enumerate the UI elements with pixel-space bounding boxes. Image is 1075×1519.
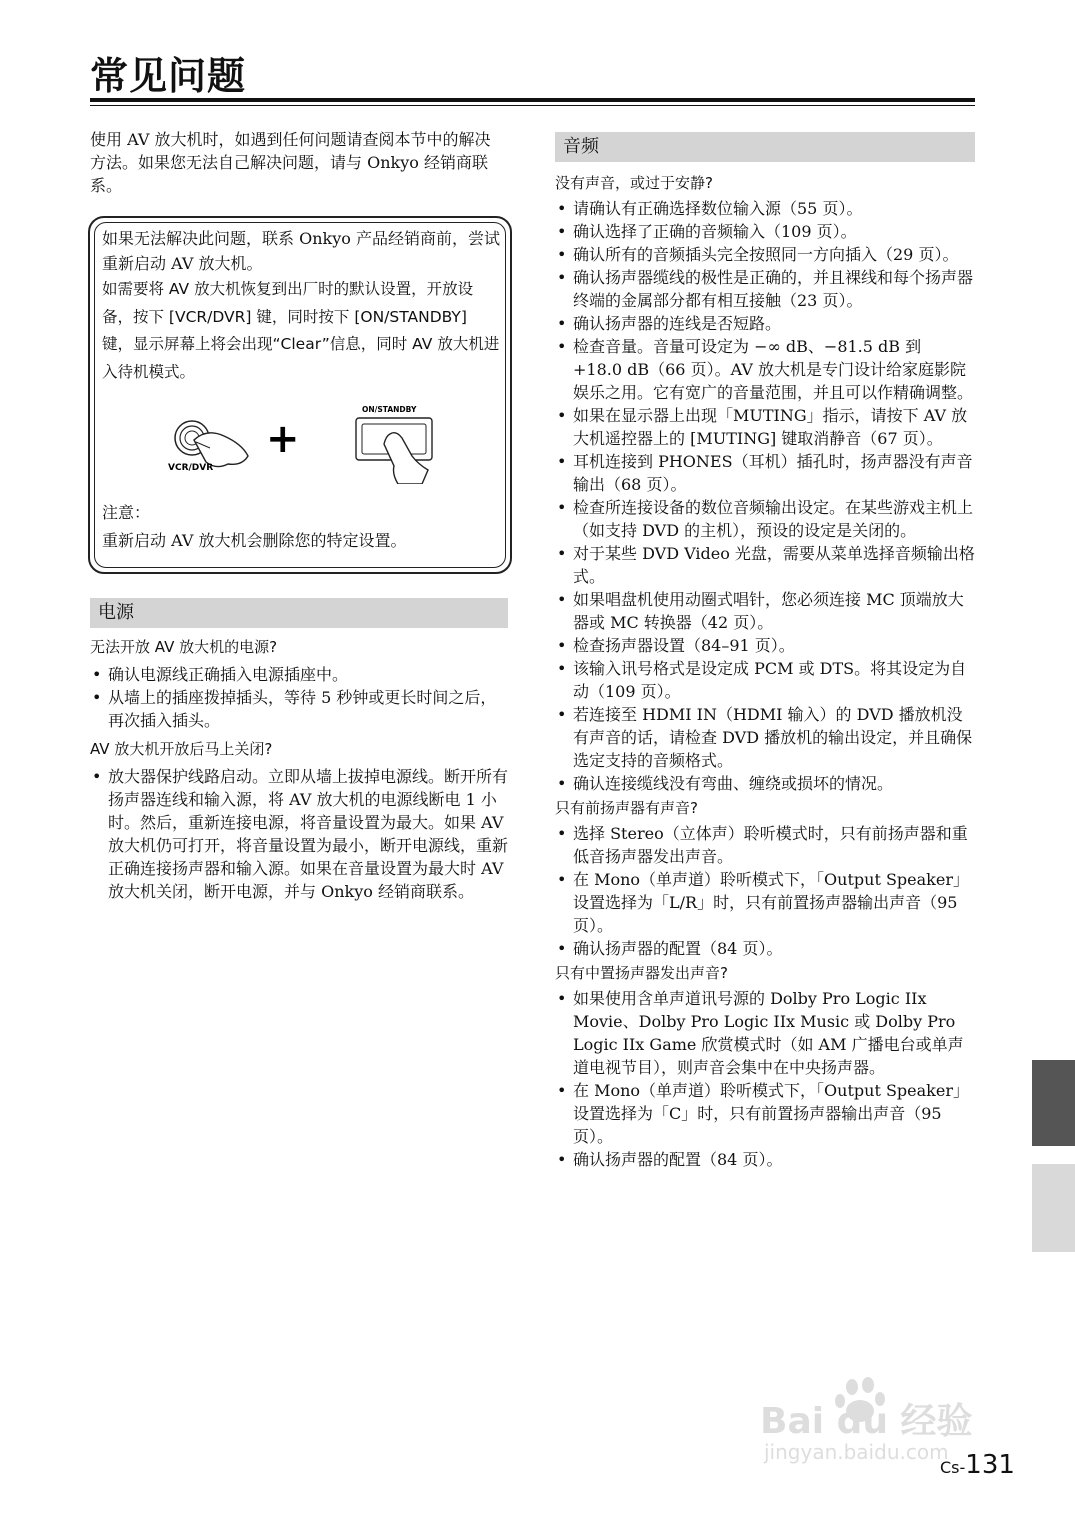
list-item: • 请确认有正确选择数位输入源（55 页）。 [555, 197, 975, 220]
audio-question-3: 只有中置扬声器发出声音? [555, 964, 728, 982]
notice-box [88, 216, 512, 574]
left-column [90, 128, 510, 197]
audio-section [555, 172, 975, 1171]
power-question-2: AV 放大机开放后马上关闭? [90, 740, 273, 758]
list-item: • 如果在显示器上出现「MUTING」指示，请按下 AV 放大机遥控器上的 [MUTING] 键取消静音（67 页）。 [555, 404, 975, 450]
audio-q1-list [555, 197, 975, 795]
notice-reset-instructions: 如需要将 AV 放大机恢复到出厂时的默认设置，开放设备，按下 [VCR/DVR] 键，同时按下 [ON/STANDBY] 键，显示屏幕上将会出现“Clear”信息，同时 AV 放大机进入待机模式。 [102, 280, 500, 381]
power-q1-list [90, 663, 508, 732]
list-item: • 耳机连接到 PHONES（耳机）插孔时，扬声器没有声音输出（68 页）。 [555, 450, 975, 496]
watermark-brand: Bai du 经验 [760, 1401, 973, 1442]
intro-text: 使用 AV 放大机时，如遇到任何问题请查阅本节中的解决方法。如果您无法自己解决问题，请与 Onkyo 经销商联系。 [90, 130, 491, 195]
watermark-url: jingyan.baidu.com [764, 1440, 949, 1464]
plus-sign: + [266, 416, 300, 462]
list-item: • 在 Mono（单声道）聆听模式下，「Output Speaker」设置选择为「L/R」时，只有前置扬声器输出声音（95 页）。 [555, 868, 975, 937]
power-question-1: 无法开放 AV 放大机的电源? [90, 638, 278, 656]
list-item: • 若连接至 HDMI IN（HDMI 输入）的 DVD 播放机没有声音的话，请检查 DVD 播放机的输出设定，并且确保选定支持的音频格式。 [555, 703, 975, 772]
list-item: • 确认扬声器的连线是否短路。 [555, 312, 975, 335]
list-item: • 确认扬声器的配置（84 页）。 [555, 1148, 975, 1171]
list-item: • 确认扬声器的配置（84 页）。 [555, 937, 975, 960]
list-item: • 放大器保护线路启动。立即从墙上拔掉电源线。断开所有扬声器连线和输入源，将 AV 放大机的电源线断电 1 小时。然后，重新连接电源，将音量设置为最大。如果 AV 放大机仍可打开，将音量设置为最小，断开电源线，重新正确连接扬声器和输入源。如果在音量设置为最大时 AV 放大机关闭，断开电源，并与 Onkyo 经销商联系。 [90, 765, 508, 903]
page-number-value: 131 [965, 1450, 1015, 1480]
on-standby-button-icon [356, 418, 432, 484]
list-item: • 如果使用含单声道讯号源的 Dolby Pro Logic IIx Movie、Dolby Pro Logic IIx Music 或 Dolby Pro Logic IIx Game 欣赏模式时（如 AM 广播电台或单声道电视节目），则声音会集中在中央扬声器。 [555, 987, 975, 1079]
chapter-tab-active [1032, 1060, 1075, 1146]
audio-q2-list [555, 822, 975, 960]
page-title: 常见问题 [90, 54, 247, 98]
power-section [90, 636, 508, 903]
page-prefix: Cs- [940, 1458, 966, 1477]
list-item: • 该输入讯号格式是设定成 PCM 或 DTS。将其设定为自动（109 页）。 [555, 657, 975, 703]
list-item: • 确认所有的音频插头完全按照同一方向插入（29 页）。 [555, 243, 975, 266]
note-label: 注意： [102, 503, 151, 522]
list-item: • 检查音量。音量可设定为 −∞ dB、−81.5 dB 到 +18.0 dB（66 页）。AV 放大机是专门设计给家庭影院娱乐之用。它有宽广的音量范围，并且可以作精确调整。 [555, 335, 975, 404]
note-text: 重新启动 AV 放大机会删除您的特定设置。 [102, 531, 407, 550]
on-standby-label: ON/STANDBY [362, 405, 417, 414]
audio-question-2: 只有前扬声器有声音? [555, 799, 698, 817]
notice-box-text [102, 226, 500, 386]
list-item: • 对于某些 DVD Video 光盘，需要从菜单选择音频输出格式。 [555, 542, 975, 588]
page-number [940, 1450, 1015, 1480]
power-section-header: 电源 [90, 598, 508, 628]
title-rule-thick [90, 98, 975, 102]
list-item: • 确认连接缆线没有弯曲、缠绕或损坏的情况。 [555, 772, 975, 795]
audio-q3-list [555, 987, 975, 1171]
list-item: • 确认电源线正确插入电源插座中。 [90, 663, 508, 686]
audio-question-1: 没有声音，或过于安静? [555, 174, 713, 192]
reset-illustration [162, 404, 442, 484]
chapter-tab [1032, 1164, 1075, 1252]
vcr-dvr-label: VCR/DVR [168, 463, 214, 473]
list-item: • 确认扬声器缆线的极性是正确的，并且裸线和每个扬声器终端的金属部分都有相互接触（23 页）。 [555, 266, 975, 312]
list-item: • 检查扬声器设置（84–91 页）。 [555, 634, 975, 657]
title-rule-thin [90, 105, 975, 106]
list-item: • 如果唱盘机使用动圈式唱针，您必须连接 MC 顶端放大器或 MC 转换器（42 页）。 [555, 588, 975, 634]
notice-restart-text: 如果无法解决此问题，联系 Onkyo 产品经销商前，尝试重新启动 AV 放大机。 [102, 229, 500, 273]
list-item: • 从墙上的插座拨掉插头，等待 5 秒钟或更长时间之后，再次插入插头。 [90, 686, 508, 732]
list-item: • 在 Mono（单声道）聆听模式下，「Output Speaker」设置选择为「C」时，只有前置扬声器输出声音（95 页）。 [555, 1079, 975, 1148]
vcr-dvr-button-icon [175, 421, 248, 467]
audio-section-header: 音频 [555, 132, 975, 162]
list-item: • 选择 Stereo（立体声）聆听模式时，只有前扬声器和重低音扬声器发出声音。 [555, 822, 975, 868]
power-q2-list [90, 765, 508, 903]
intro-paragraph [90, 128, 510, 197]
list-item: • 检查所连接设备的数位音频输出设定。在某些游戏主机上（如支持 DVD 的主机），预设的设定是关闭的。 [555, 496, 975, 542]
list-item: • 确认选择了正确的音频输入（109 页）。 [555, 220, 975, 243]
